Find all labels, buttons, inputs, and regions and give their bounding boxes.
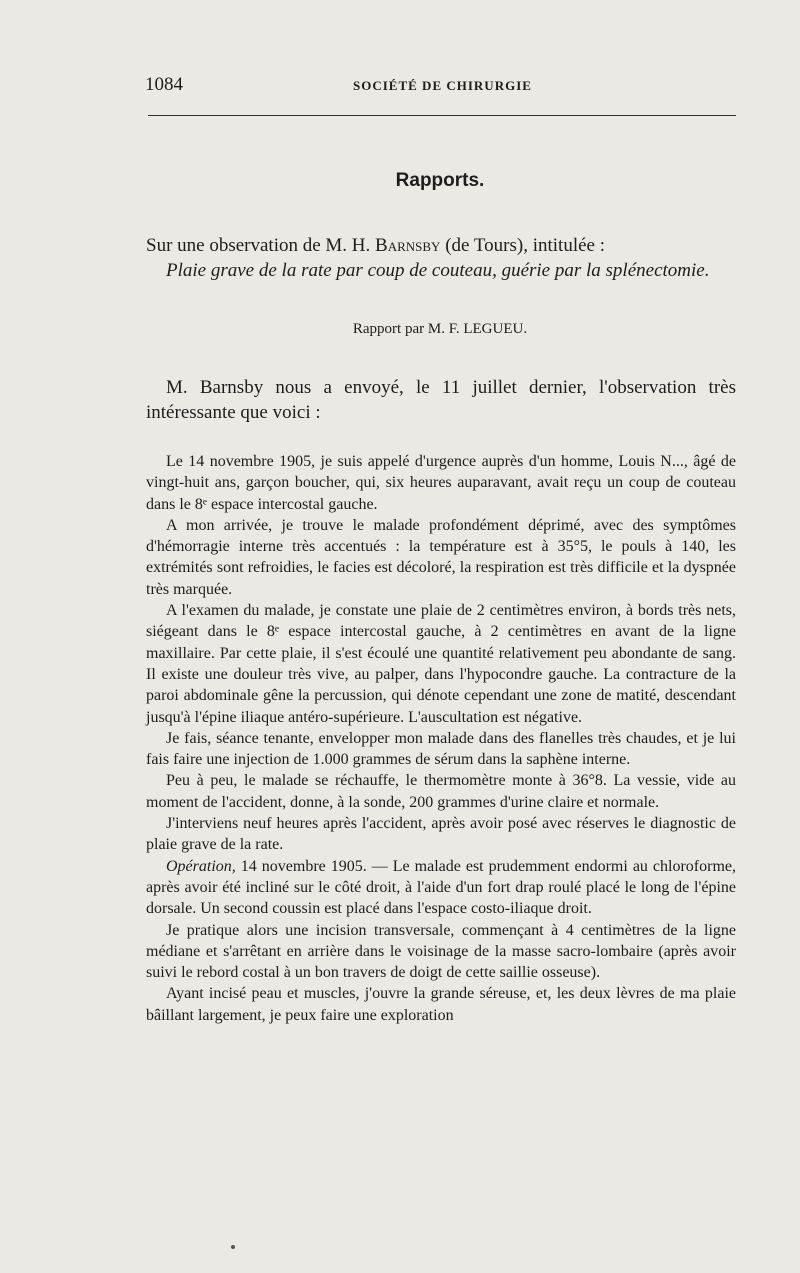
paragraph: J'interviens neuf heures après l'accident, après avoir posé avec réserves le diagnostic de plaie grave de la rate. — [146, 815, 736, 854]
paragraph-text: 14 novembre 1905. — Le malade est prudemment endormi au chloroforme, après avoir été incliné sur le côté droit, à l'aide d'un fort drap roulé placé le long de l'épine dorsale. Un second coussin est placé dans l'espace costo-iliaque droit. — [146, 857, 736, 918]
header-rule — [148, 115, 736, 116]
paragraph — [146, 856, 736, 920]
paragraph: Je pratique alors une incision transversale, commençant à 4 centimètres de la ligne médiane et s'arrêtant en arrière dans le voisinage de la masse sacro-lombaire (après avoir suivi le rebord costal à un bon travers de doigt de cette saillie osseuse). — [146, 921, 736, 982]
report-by-line: Rapport par M. F. LEGUEU. — [352, 321, 528, 337]
paragraph: Le 14 novembre 1905, je suis appelé d'urgence auprès d'un homme, Louis N..., âgé de vingt-huit ans, garçon boucher, qui, six heures auparavant, avait reçu un coup de couteau dans le 8ᵉ espace intercostal gauche. — [146, 453, 736, 513]
heading-post: (de Tours), intitulée : — [440, 235, 605, 256]
page-header — [145, 74, 737, 104]
operation-label: Opération, — [166, 857, 236, 875]
running-head: SOCIÉTÉ DE CHIRURGIE — [353, 78, 532, 93]
section-title: Rapports. — [395, 170, 485, 191]
intro-paragraph: M. Barnsby nous a envoyé, le 11 juillet dernier, l'observation très intéressante que voici : — [146, 377, 736, 423]
report-heading — [146, 233, 736, 283]
report-subtitle: Plaie grave de la rate par coup de couteau, guérie par la splénectomie. — [166, 260, 710, 281]
paragraph: Peu à peu, le malade se réchauffe, le thermomètre monte à 36°8. La vessie, vide au moment de l'accident, donne, à la sonde, 200 grammes d'urine claire et normale. — [146, 772, 736, 811]
page-speck — [231, 1245, 235, 1249]
paragraph: A l'examen du malade, je constate une plaie de 2 centimètres environ, à bords très nets, siégeant dans le 8ᵉ espace intercostal gauche, à 2 centimètres en avant de la ligne maxillaire. Par cette plaie, il s'est écoulé une quantité relativement peu abondante de sang. Il existe une douleur très vive, au palper, dans l'hypocondre gauche. La contracture de la paroi abdominale gêne la percussion, qui dénote cependant une zone de matité, descendant jusqu'à l'épine iliaque antéro-supérieure. L'auscultation est négative. — [146, 602, 736, 726]
page-number: 1084 — [145, 74, 183, 95]
paragraph: Je fais, séance tenante, envelopper mon malade dans des flanelles très chaudes, et je lui fais faire une injection de 1.000 grammes de sérum dans la saphène interne. — [146, 729, 736, 769]
author-name: Barnsby — [375, 235, 441, 256]
observation-text — [146, 451, 736, 1026]
paragraph: Ayant incisé peau et muscles, j'ouvre la grande séreuse, et, les deux lèvres de ma plaie bâillant largement, je peux faire une exploration — [146, 985, 736, 1024]
paragraph: A mon arrivée, je trouve le malade profondément déprimé, avec des symptômes d'hémorragie interne très accentués : la température est à 35°5, le pouls à 140, les extrémités sont refroidies, le facies est décoloré, la respiration est très difficile et la dyspnée très marquée. — [146, 516, 736, 598]
heading-pre: Sur une observation de M. H. — [146, 235, 376, 256]
